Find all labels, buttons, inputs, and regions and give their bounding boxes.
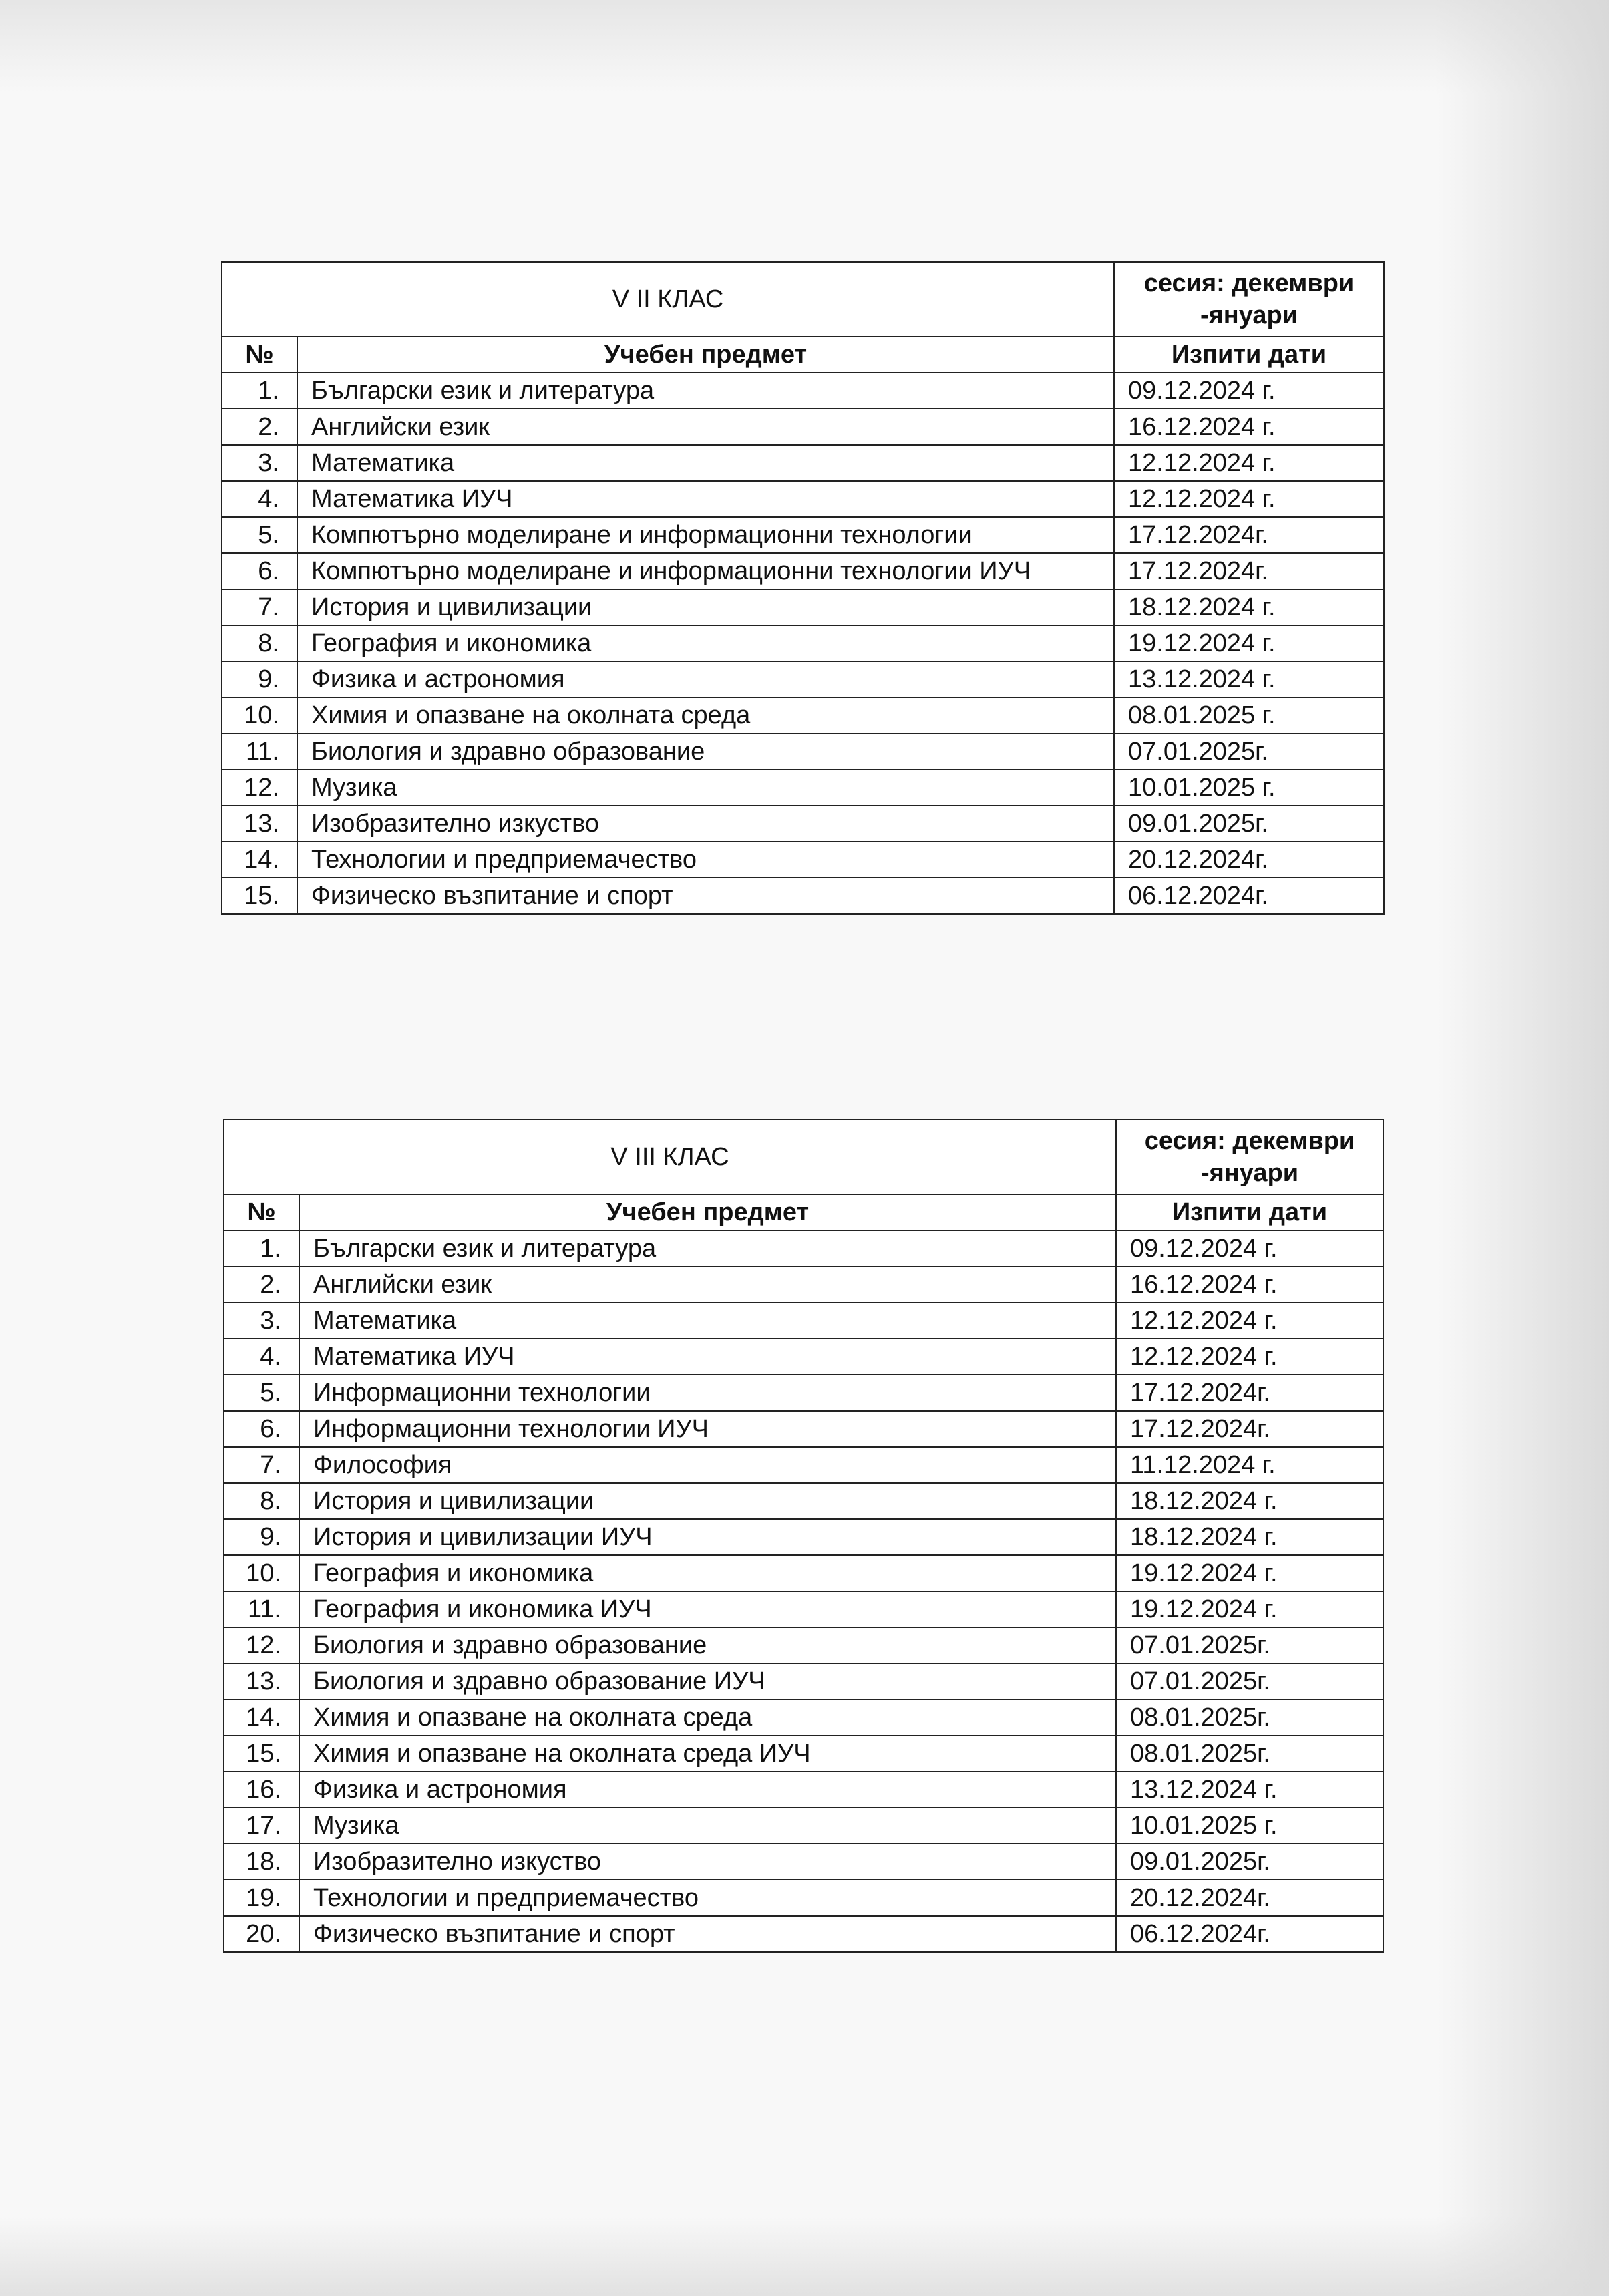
row-date: 12.12.2024 г. [1114, 445, 1384, 481]
table-row [222, 733, 1384, 770]
row-subject: История и цивилизации [299, 1483, 1116, 1519]
row-number: 1. [224, 1231, 299, 1267]
row-number: 3. [222, 445, 297, 481]
row-date: 19.12.2024 г. [1114, 625, 1384, 661]
row-date: 07.01.2025г. [1116, 1663, 1383, 1699]
table-row [222, 770, 1384, 806]
row-subject: Философия [299, 1447, 1116, 1483]
row-number: 19. [224, 1880, 299, 1916]
row-subject: Биология и здравно образование [297, 733, 1114, 770]
row-number: 1. [222, 373, 297, 409]
row-subject: Математика ИУЧ [297, 481, 1114, 517]
row-subject: Физическо възпитание и спорт [299, 1916, 1116, 1952]
row-number: 16. [224, 1772, 299, 1808]
row-subject: Биология и здравно образование ИУЧ [299, 1663, 1116, 1699]
row-number: 9. [222, 661, 297, 697]
exam-table-grade-8 [223, 1119, 1384, 1953]
row-subject: География и икономика [297, 625, 1114, 661]
row-subject: История и цивилизации [297, 589, 1114, 625]
row-number: 2. [222, 409, 297, 445]
class-label: V III КЛАС [224, 1120, 1116, 1194]
row-number: 15. [224, 1736, 299, 1772]
table-row [224, 1411, 1383, 1447]
table-row [222, 697, 1384, 733]
table-body [224, 1120, 1383, 1952]
table-row [224, 1519, 1383, 1555]
row-subject: Изобразително изкуство [299, 1844, 1116, 1880]
row-date: 09.12.2024 г. [1116, 1231, 1383, 1267]
subject-header: Учебен предмет [299, 1194, 1116, 1231]
row-subject: Химия и опазване на околната среда ИУЧ [299, 1736, 1116, 1772]
row-subject: Химия и опазване на околната среда [297, 697, 1114, 733]
row-date: 17.12.2024г. [1114, 553, 1384, 589]
row-subject: География и икономика [299, 1555, 1116, 1591]
row-date: 13.12.2024 г. [1114, 661, 1384, 697]
row-number: 10. [224, 1555, 299, 1591]
row-number: 15. [222, 878, 297, 914]
row-date: 08.01.2025г. [1116, 1699, 1383, 1736]
row-number: 8. [222, 625, 297, 661]
row-date: 17.12.2024г. [1116, 1411, 1383, 1447]
table-row [222, 661, 1384, 697]
number-header: № [224, 1194, 299, 1231]
row-date: 19.12.2024 г. [1116, 1555, 1383, 1591]
row-subject: Музика [297, 770, 1114, 806]
row-number: 9. [224, 1519, 299, 1555]
table-row [224, 1591, 1383, 1627]
table-row [224, 1339, 1383, 1375]
row-number: 11. [224, 1591, 299, 1627]
row-date: 13.12.2024 г. [1116, 1772, 1383, 1808]
row-subject: Физика и астрономия [297, 661, 1114, 697]
table-row [224, 1736, 1383, 1772]
row-number: 5. [224, 1375, 299, 1411]
row-date: 17.12.2024г. [1116, 1375, 1383, 1411]
row-date: 12.12.2024 г. [1116, 1303, 1383, 1339]
row-subject: Технологии и предприемачество [299, 1880, 1116, 1916]
row-number: 12. [224, 1627, 299, 1663]
row-number: 14. [224, 1699, 299, 1736]
class-label: V II КЛАС [222, 262, 1114, 337]
row-date: 18.12.2024 г. [1114, 589, 1384, 625]
row-number: 7. [222, 589, 297, 625]
table-row [224, 1555, 1383, 1591]
table-row [224, 1699, 1383, 1736]
table-row [222, 481, 1384, 517]
row-date: 20.12.2024г. [1116, 1880, 1383, 1916]
row-date: 09.12.2024 г. [1114, 373, 1384, 409]
row-number: 4. [224, 1339, 299, 1375]
row-subject: Информационни технологии ИУЧ [299, 1411, 1116, 1447]
subject-header: Учебен предмет [297, 337, 1114, 373]
session-label: сесия: декември -януари [1116, 1120, 1383, 1194]
row-date: 09.01.2025г. [1114, 806, 1384, 842]
table-row [222, 517, 1384, 553]
table-row [222, 553, 1384, 589]
row-date: 06.12.2024г. [1116, 1916, 1383, 1952]
row-date: 08.01.2025г. [1116, 1736, 1383, 1772]
row-number: 8. [224, 1483, 299, 1519]
number-header: № [222, 337, 297, 373]
row-number: 11. [222, 733, 297, 770]
row-subject: Информационни технологии [299, 1375, 1116, 1411]
row-date: 19.12.2024 г. [1116, 1591, 1383, 1627]
row-subject: Английски език [299, 1267, 1116, 1303]
table-row [224, 1844, 1383, 1880]
row-date: 12.12.2024 г. [1114, 481, 1384, 517]
table-row [224, 1375, 1383, 1411]
row-subject: Химия и опазване на околната среда [299, 1699, 1116, 1736]
row-subject: Физическо възпитание и спорт [297, 878, 1114, 914]
row-subject: Математика ИУЧ [299, 1339, 1116, 1375]
row-subject: Компютърно моделиране и информационни технологии ИУЧ [297, 553, 1114, 589]
row-number: 7. [224, 1447, 299, 1483]
row-number: 13. [224, 1663, 299, 1699]
row-date: 09.01.2025г. [1116, 1844, 1383, 1880]
row-subject: Български език и литература [297, 373, 1114, 409]
table-row [224, 1447, 1383, 1483]
row-number: 18. [224, 1844, 299, 1880]
table-row [224, 1663, 1383, 1699]
row-subject: Български език и литература [299, 1231, 1116, 1267]
row-date: 07.01.2025г. [1114, 733, 1384, 770]
row-subject: Биология и здравно образование [299, 1627, 1116, 1663]
row-number: 2. [224, 1267, 299, 1303]
scan-shadow-top [0, 0, 1609, 94]
row-subject: Музика [299, 1808, 1116, 1844]
table-row [222, 445, 1384, 481]
row-date: 18.12.2024 г. [1116, 1483, 1383, 1519]
table-row [222, 842, 1384, 878]
row-number: 12. [222, 770, 297, 806]
row-subject: Технологии и предприемачество [297, 842, 1114, 878]
table-row [222, 806, 1384, 842]
row-subject: История и цивилизации ИУЧ [299, 1519, 1116, 1555]
session-label: сесия: декември -януари [1114, 262, 1384, 337]
scan-shadow-right [1435, 0, 1609, 2296]
row-date: 10.01.2025 г. [1114, 770, 1384, 806]
row-date: 12.12.2024 г. [1116, 1339, 1383, 1375]
date-header: Изпити дати [1116, 1194, 1383, 1231]
row-subject: Математика [297, 445, 1114, 481]
table-row [224, 1772, 1383, 1808]
row-subject: Изобразително изкуство [297, 806, 1114, 842]
row-date: 11.12.2024 г. [1116, 1447, 1383, 1483]
row-number: 20. [224, 1916, 299, 1952]
exam-table-grade-7 [221, 261, 1385, 915]
table-row [224, 1303, 1383, 1339]
column-header-row [224, 1194, 1383, 1231]
scan-shadow-bottom [0, 2216, 1609, 2296]
row-date: 18.12.2024 г. [1116, 1519, 1383, 1555]
row-subject: География и икономика ИУЧ [299, 1591, 1116, 1627]
table-row [224, 1231, 1383, 1267]
table-row [224, 1808, 1383, 1844]
row-date: 20.12.2024г. [1114, 842, 1384, 878]
table-row [222, 409, 1384, 445]
row-subject: Английски език [297, 409, 1114, 445]
row-subject: Математика [299, 1303, 1116, 1339]
row-number: 5. [222, 517, 297, 553]
row-date: 16.12.2024 г. [1116, 1267, 1383, 1303]
table-row [224, 1880, 1383, 1916]
table-row [222, 625, 1384, 661]
column-header-row [222, 337, 1384, 373]
row-date: 10.01.2025 г. [1116, 1808, 1383, 1844]
table-row [224, 1483, 1383, 1519]
row-number: 3. [224, 1303, 299, 1339]
table-row [222, 878, 1384, 914]
class-header-row [224, 1120, 1383, 1194]
row-number: 10. [222, 697, 297, 733]
row-date: 06.12.2024г. [1114, 878, 1384, 914]
class-header-row [222, 262, 1384, 337]
row-date: 08.01.2025 г. [1114, 697, 1384, 733]
row-date: 16.12.2024 г. [1114, 409, 1384, 445]
table-row [222, 373, 1384, 409]
row-number: 6. [224, 1411, 299, 1447]
date-header: Изпити дати [1114, 337, 1384, 373]
row-subject: Физика и астрономия [299, 1772, 1116, 1808]
row-number: 6. [222, 553, 297, 589]
table-row [222, 589, 1384, 625]
row-date: 17.12.2024г. [1114, 517, 1384, 553]
row-subject: Компютърно моделиране и информационни технологии [297, 517, 1114, 553]
table-row [224, 1916, 1383, 1952]
row-number: 13. [222, 806, 297, 842]
row-number: 14. [222, 842, 297, 878]
row-number: 17. [224, 1808, 299, 1844]
table-row [224, 1267, 1383, 1303]
row-number: 4. [222, 481, 297, 517]
row-date: 07.01.2025г. [1116, 1627, 1383, 1663]
table-row [224, 1627, 1383, 1663]
table-body [222, 262, 1384, 914]
